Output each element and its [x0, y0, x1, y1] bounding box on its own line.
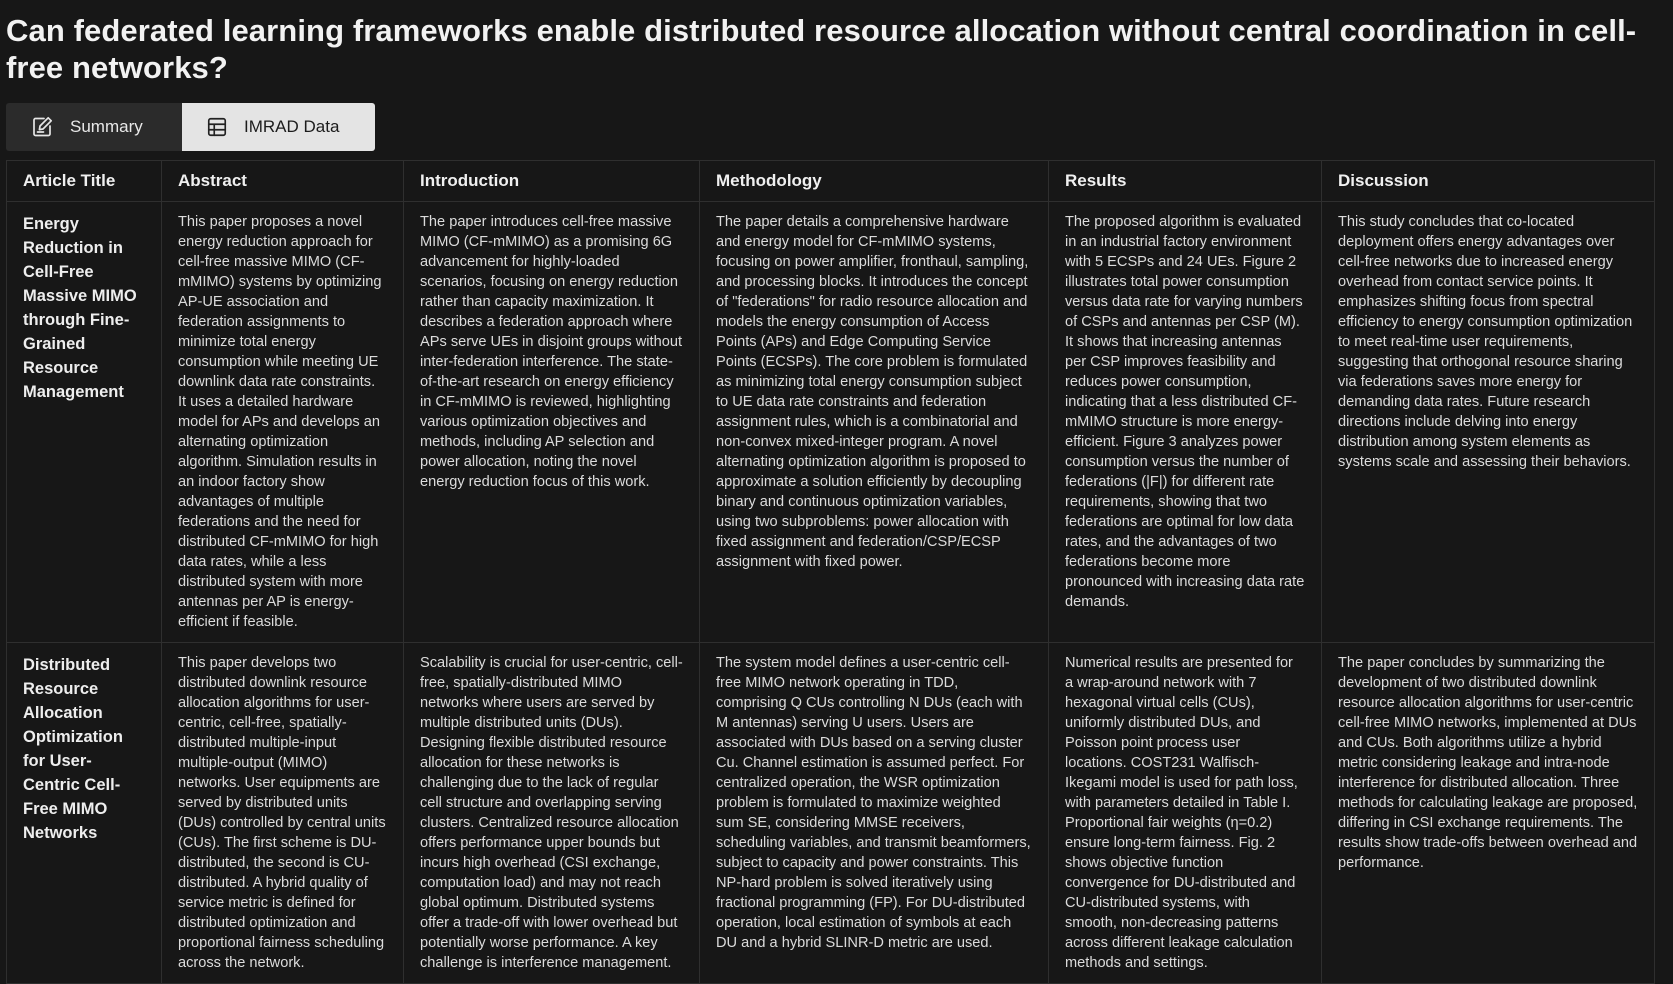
tab-summary[interactable] [6, 103, 182, 151]
imrad-table [6, 160, 1655, 984]
page-title: Can federated learning frameworks enable distributed resource allocation without central coordination in cell-free networks? [6, 13, 1637, 85]
column-header-abstract: Abstract [162, 161, 404, 202]
abstract-cell: This paper develops two distributed downlink resource allocation algorithms for user-centric, cell-free, spatially-distributed multiple-input multiple-output (MIMO) networks. User equipments are served by distributed units (DUs) controlled by central units (CUs). The first scheme is DU-distributed, the second is CU-distributed. A hybrid quality of service metric is defined for distributed optimization and proportional fairness scheduling across the network. [162, 643, 404, 984]
column-header-introduction: Introduction [404, 161, 700, 202]
table-row [7, 643, 1655, 984]
imrad-table-container[interactable] [6, 160, 1654, 971]
table-row [7, 202, 1655, 643]
table-grid-icon [206, 116, 228, 138]
methodology-cell: The system model defines a user-centric cell-free MIMO network operating in TDD, comprising Q CUs controlling N DUs (each with M antennas) serving U users. Users are associated with DUs based on a serving cluster Cu. Channel estimation is assumed perfect. For centralized operation, the WSR optimization problem is formulated to maximize weighted sum SE, considering MMSE receivers, scheduling variables, and transmit beamformers, subject to capacity and power constraints. This NP-hard problem is solved iteratively using fractional programming (FP). For DU-distributed operation, local estimation of symbols at each DU and a hybrid SLINR-D metric are used. [700, 643, 1049, 984]
article-title-cell: Energy Reduction in Cell-Free Massive MIMO through Fine-Grained Resource Management [7, 202, 162, 643]
abstract-cell: This paper proposes a novel energy reduction approach for cell-free massive MIMO (CF-mMIMO) systems by optimizing AP-UE association and federation assignments to minimize total energy consumption while meeting UE downlink data rate constraints. It uses a detailed hardware model for APs and develops an alternating optimization algorithm. Simulation results in an indoor factory show advantages of multiple federations and the need for distributed CF-mMIMO for high data rates, while a less distributed system with more antennas per AP is energy-efficient if feasible. [162, 202, 404, 643]
article-title-cell: Distributed Resource Allocation Optimization for User-Centric Cell-Free MIMO Networks [7, 643, 162, 984]
view-tabs [6, 103, 375, 151]
introduction-cell: The paper introduces cell-free massive MIMO (CF-mMIMO) as a promising 6G advancement for highly-loaded scenarios, focusing on energy reduction rather than capacity maximization. It describes a federation approach where APs serve UEs in disjoint groups without inter-federation interference. The state-of-the-art research on energy efficiency in CF-mMIMO is reviewed, highlighting various optimization objectives and methods, including AP selection and power allocation, noting the novel energy reduction focus of this work. [404, 202, 700, 643]
introduction-cell: Scalability is crucial for user-centric, cell-free, spatially-distributed MIMO networks where users are served by multiple distributed units (DUs). Designing flexible distributed resource allocation for these networks is challenging due to the lack of regular cell structure and overlapping serving clusters. Centralized resource allocation offers performance upper bounds but incurs high overhead (CSI exchange, computation load) and may not reach global optimum. Distributed systems offer a trade-off with lower overhead but potentially worse performance. A key challenge is interference management. [404, 643, 700, 984]
table-header-row [7, 161, 1655, 202]
discussion-cell: This study concludes that co-located deployment offers energy advantages over cell-free networks due to increased energy overhead from contact service points. It emphasizes shifting focus from spectral efficiency to energy consumption optimization to meet real-time user requirements, suggesting that orthogonal resource sharing via federations saves more energy for demanding data rates. Future research directions include delving into energy distribution among system elements as systems scale and assessing their behaviors. [1322, 202, 1655, 643]
results-cell: The proposed algorithm is evaluated in an industrial factory environment with 5 ECSPs and 24 UEs. Figure 2 illustrates total power consumption versus data rate for varying numbers of CSPs and antennas per CSP (M). It shows that increasing antennas per CSP improves feasibility and reduces power consumption, indicating that a less distributed CF-mMIMO structure is more energy-efficient. Figure 3 analyzes power consumption versus the number of federations (|F|) for different rate requirements, showing that two federations are optimal for low data rates, and the advantages of two federations become more pronounced with increasing data rate demands. [1049, 202, 1322, 643]
tab-imrad-data-label: IMRAD Data [244, 117, 340, 136]
column-header-methodology: Methodology [700, 161, 1049, 202]
column-header-article-title: Article Title [7, 161, 162, 202]
edit-note-icon [30, 115, 54, 139]
column-header-results: Results [1049, 161, 1322, 202]
column-header-discussion: Discussion [1322, 161, 1655, 202]
discussion-cell: The paper concludes by summarizing the development of two distributed downlink resource allocation algorithms for user-centric cell-free MIMO networks, implemented at DUs and CUs. Both algorithms utilize a hybrid metric considering leakage and intra-node interference for distributed allocation. Three methods for calculating leakage are proposed, differing in CSI exchange requirements. The results show trade-offs between overhead and performance. [1322, 643, 1655, 984]
tab-summary-label: Summary [70, 117, 143, 136]
methodology-cell: The paper details a comprehensive hardware and energy model for CF-mMIMO systems, focusing on power amplifier, fronthaul, sampling, and processing blocks. It introduces the concept of "federations" for radio resource allocation and models the energy consumption of Access Points (APs) and Edge Computing Service Points (ECSPs). The core problem is formulated as minimizing total energy consumption subject to UE data rate constraints and federation assignment rules, which is a combinatorial and non-convex mixed-integer program. A novel alternating optimization algorithm is proposed to approximate a solution efficiently by decoupling binary and continuous optimization variables, using two subproblems: power allocation with fixed assignment and federation/CSP/ECSP assignment with fixed power. [700, 202, 1049, 643]
tab-imrad-data[interactable] [182, 103, 375, 151]
results-cell: Numerical results are presented for a wrap-around network with 7 hexagonal virtual cells (CUs), uniformly distributed DUs, and Poisson point process user locations. COST231 Walfisch-Ikegami model is used for path loss, with parameters detailed in Table I. Proportional fair weights (η=0.2) ensure long-term fairness. Fig. 2 shows objective function convergence for DU-distributed and CU-distributed systems, with smooth, non-decreasing patterns across different leakage calculation methods and settings. [1049, 643, 1322, 984]
